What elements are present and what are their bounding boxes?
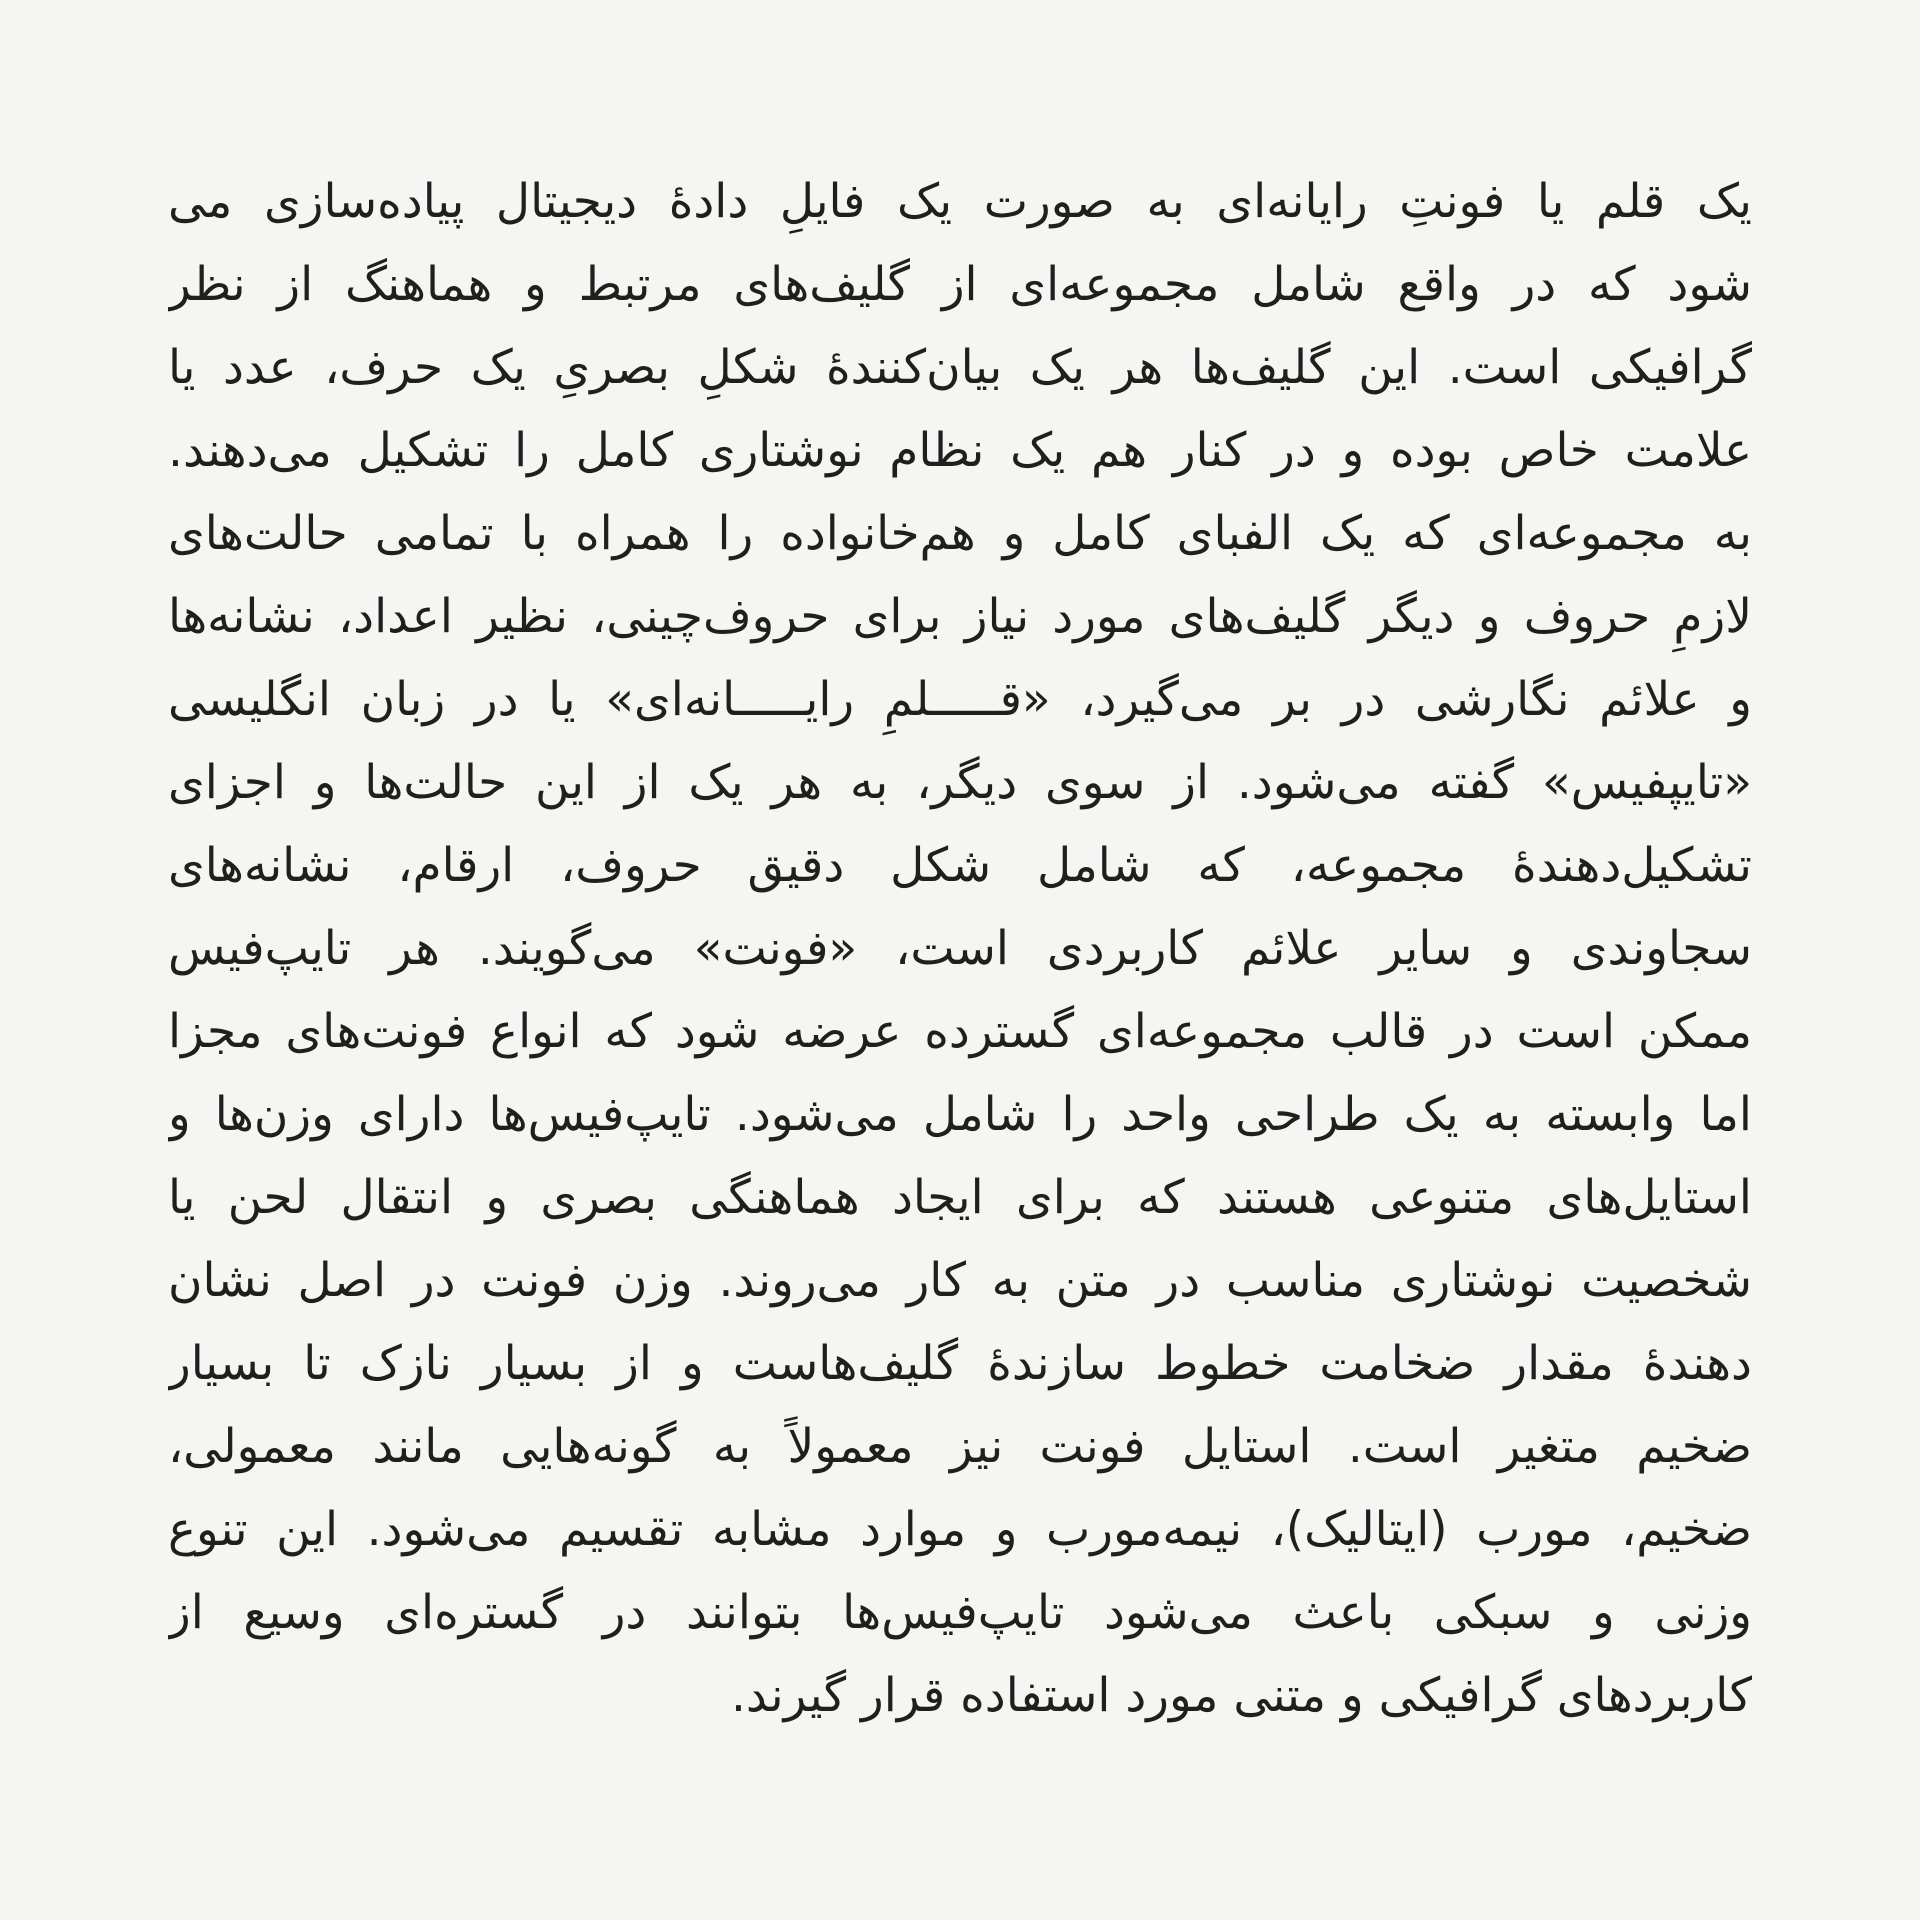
text-line-5: به مجموعه‌ای که یک الفبای کامل و هم‌خانواده را همراه با تمامی حالت‌های [168,506,1752,561]
text-line-6: لازمِ حروف و دیگر گلیف‌های مورد نیاز برای حروف‌چینی، نظیر اعداد، نشانه‌ها [168,589,1752,644]
persian-paragraph [168,160,1752,1737]
text-line-15: دهندهٔ مقدار ضخامت خطوط سازندهٔ گلیف‌هاست و از بسیار نازک تا بسیار [168,1336,1752,1391]
text-line-1: یک قلم یا فونتِ رایانه‌ای به صورت یک فایلِ دادهٔ دیجیتال پیاده‌سازی می [168,174,1752,229]
text-line-10: سجاوندی و سایر علائم کاربردی است، «فونت» می‌گویند. هر تایپ‌فیس [168,921,1752,976]
text-line-18: وزنی و سبکی باعث می‌شود تایپ‌فیس‌ها بتوانند در گستره‌ای وسیع از [168,1585,1752,1640]
text-line-3: گرافیکی است. این گلیف‌ها هر یک بیان‌کنندهٔ شکلِ بصریِ یک حرف، عدد یا [168,340,1752,395]
text-line-14: شخصیت نوشتاری مناسب در متن به کار می‌روند. وزن فونت در اصل نشان [168,1253,1752,1308]
text-line-13: استایل‌های متنوعی هستند که برای ایجاد هماهنگی بصری و انتقال لحن یا [168,1170,1752,1225]
text-line-17: ضخیم، مورب (ایتالیک)، نیمه‌مورب و موارد مشابه تقسیم می‌شود. این تنوع [168,1502,1752,1557]
text-line-2: شود که در واقع شامل مجموعه‌ای از گلیف‌های مرتبط و هماهنگ از نظر [168,257,1752,312]
text-line-11: ممکن است در قالب مجموعه‌ای گسترده عرضه شود که انواع فونت‌های مجزا [168,1004,1752,1059]
text-line-12: اما وابسته به یک طراحی واحد را شامل می‌شود. تایپ‌فیس‌ها دارای وزن‌ها و [168,1087,1752,1142]
text-line-7: و علائم نگارشی در بر می‌گیرد، «قـــــلمِ رایـــــانه‌ای» یا در زبان انگلیسی [168,672,1752,727]
text-line-8: «تایپفیس» گفته می‌شود. از سوی دیگر، به هر یک از این حالت‌ها و اجزای [168,755,1752,810]
text-line-9: تشکیل‌دهندهٔ مجموعه، که شامل شکل دقیق حروف، ارقام، نشانه‌های [168,838,1752,893]
text-line-4: علامت خاص بوده و در کنار هم یک نظام نوشتاری کامل را تشکیل می‌دهند. [168,423,1752,478]
text-line-19: کاربردهای گرافیکی و متنی مورد استفاده قرار گیرند. [730,1668,1752,1723]
text-line-16: ضخیم متغیر است. استایل فونت نیز معمولاً به گونه‌هایی مانند معمولی، [168,1419,1752,1474]
